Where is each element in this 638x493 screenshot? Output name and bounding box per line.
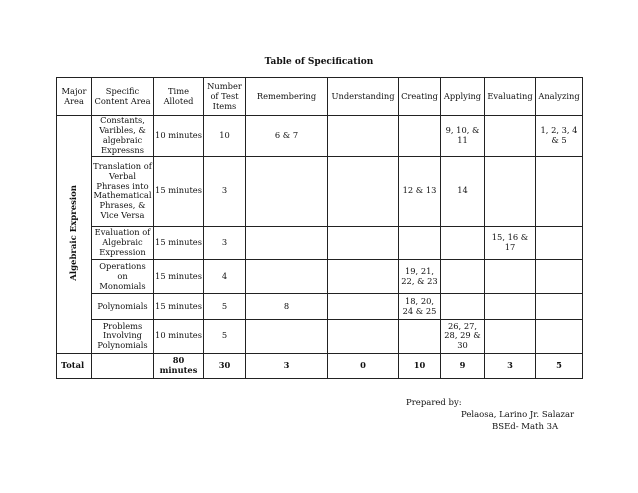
table-row bbox=[57, 227, 583, 260]
items-cell: 3 bbox=[204, 227, 246, 260]
creating-cell bbox=[399, 319, 441, 353]
creating-cell: 18, 20, 24 & 25 bbox=[399, 294, 441, 319]
understanding-cell bbox=[328, 156, 399, 226]
understanding-cell bbox=[328, 227, 399, 260]
applying-cell: 14 bbox=[441, 156, 485, 226]
remembering-cell: 6 & 7 bbox=[246, 116, 328, 156]
analyzing-cell bbox=[536, 294, 583, 319]
total-content-cell bbox=[92, 353, 154, 378]
time-cell: 10 minutes bbox=[154, 116, 204, 156]
header-remembering: Remembering bbox=[246, 78, 328, 116]
remembering-cell bbox=[246, 227, 328, 260]
document-title: Table of Specification bbox=[264, 57, 374, 67]
total-understanding: 0 bbox=[328, 353, 399, 378]
understanding-cell bbox=[328, 319, 399, 353]
total-analyzing: 5 bbox=[536, 353, 583, 378]
total-applying: 9 bbox=[441, 353, 485, 378]
creating-cell bbox=[399, 116, 441, 156]
applying-cell: 26, 27, 28, 29 & 30 bbox=[441, 319, 485, 353]
prepared-by-label: Prepared by: bbox=[406, 398, 462, 408]
applying-cell bbox=[441, 227, 485, 260]
evaluating-cell bbox=[485, 260, 536, 294]
remembering-cell bbox=[246, 260, 328, 294]
content-cell: Problems Involving Polynomials bbox=[92, 319, 154, 353]
creating-cell: 12 & 13 bbox=[399, 156, 441, 226]
table-row bbox=[57, 156, 583, 226]
understanding-cell bbox=[328, 294, 399, 319]
total-evaluating: 3 bbox=[485, 353, 536, 378]
total-creating: 10 bbox=[399, 353, 441, 378]
content-cell: Constants, Varibles, & algebraic Expressns bbox=[92, 116, 154, 156]
evaluating-cell bbox=[485, 319, 536, 353]
creating-cell bbox=[399, 227, 441, 260]
header-evaluating: Evaluating bbox=[485, 78, 536, 116]
header-understanding: Understanding bbox=[328, 78, 399, 116]
total-items: 30 bbox=[204, 353, 246, 378]
items-cell: 3 bbox=[204, 156, 246, 226]
table-row bbox=[57, 116, 583, 156]
items-cell: 10 bbox=[204, 116, 246, 156]
applying-cell bbox=[441, 260, 485, 294]
items-cell: 5 bbox=[204, 319, 246, 353]
items-cell: 4 bbox=[204, 260, 246, 294]
content-cell: Polynomials bbox=[92, 294, 154, 319]
total-label: Total bbox=[57, 353, 92, 378]
analyzing-cell bbox=[536, 227, 583, 260]
preparer-course: BSEd- Math 3A bbox=[492, 422, 559, 432]
time-cell: 10 minutes bbox=[154, 319, 204, 353]
total-time: 80 minutes bbox=[154, 353, 204, 378]
major-area-label: Algebraic Expresion bbox=[68, 185, 79, 281]
header-number-of-items: Number of Test Items bbox=[204, 78, 246, 116]
understanding-cell bbox=[328, 260, 399, 294]
understanding-cell bbox=[328, 116, 399, 156]
total-remembering: 3 bbox=[246, 353, 328, 378]
analyzing-cell bbox=[536, 156, 583, 226]
major-area-cell bbox=[57, 116, 92, 354]
remembering-cell bbox=[246, 156, 328, 226]
table-row bbox=[57, 260, 583, 294]
remembering-cell: 8 bbox=[246, 294, 328, 319]
time-cell: 15 minutes bbox=[154, 294, 204, 319]
header-row bbox=[57, 78, 583, 116]
content-cell: Operations on Monomials bbox=[92, 260, 154, 294]
time-cell: 15 minutes bbox=[154, 227, 204, 260]
content-cell: Translation of Verbal Phrases into Mathematical Phrases, & Vice Versa bbox=[92, 156, 154, 226]
evaluating-cell bbox=[485, 116, 536, 156]
applying-cell: 9, 10, & 11 bbox=[441, 116, 485, 156]
header-time-alloted: Time Alloted bbox=[154, 78, 204, 116]
analyzing-cell bbox=[536, 319, 583, 353]
header-analyzing: Analyzing bbox=[536, 78, 583, 116]
analyzing-cell bbox=[536, 260, 583, 294]
content-cell: Evaluation of Algebraic Expression bbox=[92, 227, 154, 260]
header-creating: Creating bbox=[399, 78, 441, 116]
time-cell: 15 minutes bbox=[154, 156, 204, 226]
evaluating-cell bbox=[485, 156, 536, 226]
evaluating-cell: 15, 16 & 17 bbox=[485, 227, 536, 260]
creating-cell: 19, 21, 22, & 23 bbox=[399, 260, 441, 294]
table-row bbox=[57, 294, 583, 319]
header-applying: Applying bbox=[441, 78, 485, 116]
items-cell: 5 bbox=[204, 294, 246, 319]
header-specific-content: Specific Content Area bbox=[92, 78, 154, 116]
total-row bbox=[57, 353, 583, 378]
table-row bbox=[57, 319, 583, 353]
analyzing-cell: 1, 2, 3, 4 & 5 bbox=[536, 116, 583, 156]
time-cell: 15 minutes bbox=[154, 260, 204, 294]
header-major-area: Major Area bbox=[57, 78, 92, 116]
applying-cell bbox=[441, 294, 485, 319]
preparer-name: Pelaosa, Larino Jr. Salazar bbox=[461, 410, 575, 420]
evaluating-cell bbox=[485, 294, 536, 319]
remembering-cell bbox=[246, 319, 328, 353]
specification-table bbox=[56, 77, 583, 379]
